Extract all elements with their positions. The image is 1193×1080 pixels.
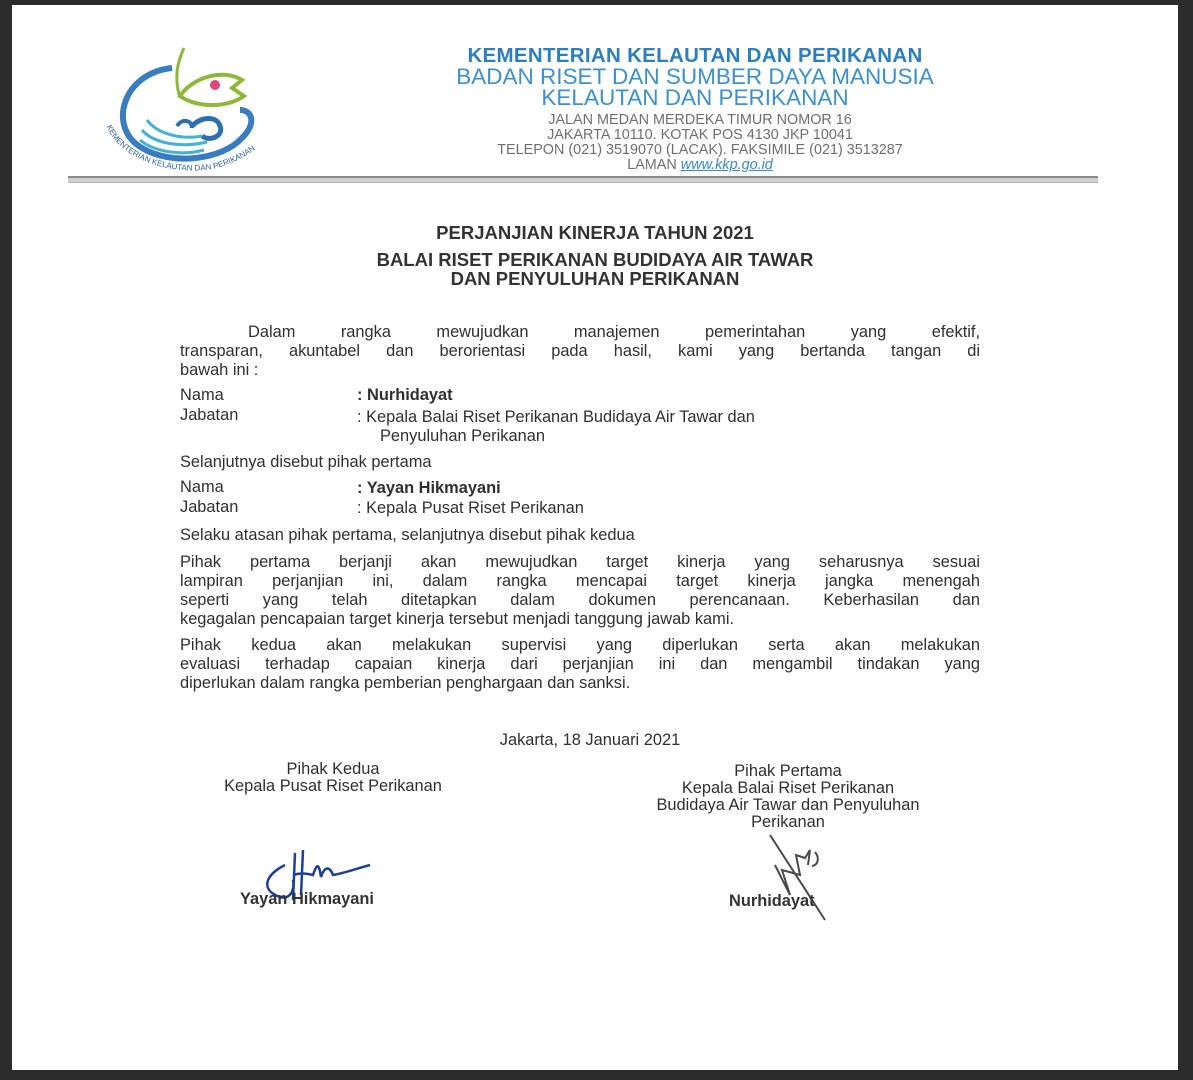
document-title: PERJANJIAN KINERJA TAHUN 2021	[436, 222, 754, 243]
website-label: LAMAN	[627, 157, 677, 173]
party1-jabatan-label: Jabatan	[180, 406, 239, 424]
party1-designation: Selanjutnya disebut pihak pertama	[180, 453, 432, 471]
intro-paragraph	[180, 323, 980, 380]
agency-name: BADAN RISET DAN SUMBER DAYA MANUSIA	[456, 64, 934, 89]
commitment-paragraph	[180, 553, 980, 629]
right-signatory-name: Nurhidayat	[729, 892, 815, 910]
intro-line: transparan, akuntabel dan berorientasi pada hasil, kami yang bertanda tangan di	[180, 342, 980, 360]
left-sign-position: Kepala Pusat Riset Perikanan	[224, 777, 442, 795]
paragraph-line: lampiran perjanjian ini, dalam rangka mencapai target kinerja jangka menengah	[180, 572, 980, 590]
party1-jabatan-value: : Kepala Balai Riset Perikanan Budidaya Air Tawar dan	[357, 408, 755, 426]
party2-designation: Selaku atasan pihak pertama, selanjutnya disebut pihak kedua	[180, 526, 635, 544]
kkp-logo-icon	[92, 38, 292, 178]
letterhead-divider	[68, 176, 1098, 183]
left-signatory-name: Yayan Hikmayani	[240, 890, 374, 908]
party2-jabatan-value: : Kepala Pusat Riset Perikanan	[357, 499, 584, 517]
right-sign-position-1: Kepala Balai Riset Perikanan	[681, 779, 895, 797]
paragraph-line: Pihak pertama berjanji akan mewujudkan target kinerja yang seharusnya sesuai	[180, 553, 980, 571]
svg-text:KEMENTERIAN KELAUTAN DAN PERIK: KEMENTERIAN KELAUTAN DAN PERIKANAN	[104, 123, 257, 173]
right-sign-position-2: Budidaya Air Tawar dan Penyuluhan	[656, 796, 920, 814]
address-website	[380, 157, 1020, 173]
ministry-name: KEMENTERIAN KELAUTAN DAN PERIKANAN	[467, 44, 923, 67]
place-date: Jakarta, 18 Januari 2021	[499, 731, 681, 749]
paragraph-line: evaluasi terhadap capaian kinerja dari perjanjian ini dan mengambil tindakan yang	[180, 655, 980, 673]
party1-nama-value: : Nurhidayat	[357, 386, 453, 404]
party2-nama-label: Nama	[180, 478, 224, 496]
address-city: JAKARTA 10110. KOTAK POS 4130 JKP 10041	[547, 127, 853, 143]
paragraph-line: Pihak kedua akan melakukan supervisi yang diperlukan serta akan melakukan	[180, 636, 980, 654]
paragraph-line: diperlukan dalam rangka pemberian penghargaan dan sanksi.	[180, 674, 631, 692]
paragraph-line: seperti yang telah ditetapkan dalam dokumen perencanaan. Keberhasilan dan	[180, 591, 980, 609]
party1-nama-label: Nama	[180, 386, 224, 404]
document-subtitle-cont: DAN PENYULUHAN PERIKANAN	[450, 268, 740, 289]
address-phone: TELEPON (021) 3519070 (LACAK). FAKSIMILE (021) 3513287	[497, 142, 903, 158]
document-subtitle: BALAI RISET PERIKANAN BUDIDAYA AIR TAWAR	[376, 249, 814, 270]
left-sign-role: Pihak Kedua	[286, 760, 380, 778]
party2-jabatan-label: Jabatan	[180, 498, 239, 516]
party1-jabatan-value-cont: Penyuluhan Perikanan	[380, 427, 545, 445]
intro-line: Dalam rangka mewujudkan manajemen pemerintahan yang efektif,	[248, 323, 980, 341]
website-link[interactable]: www.kkp.go.id	[680, 157, 773, 173]
paragraph-line: kegagalan pencapaian target kinerja tersebut menjadi tanggung jawab kami.	[180, 610, 735, 628]
address-street: JALAN MEDAN MERDEKA TIMUR NOMOR 16	[548, 112, 852, 128]
supervision-paragraph	[180, 636, 980, 693]
agency-name-cont: KELAUTAN DAN PERIKANAN	[541, 85, 849, 110]
right-sign-position-3: Perikanan	[751, 813, 825, 831]
intro-line: bawah ini :	[180, 361, 259, 379]
party2-nama-value: : Yayan Hikmayani	[357, 479, 501, 497]
right-sign-role: Pihak Pertama	[734, 762, 842, 780]
